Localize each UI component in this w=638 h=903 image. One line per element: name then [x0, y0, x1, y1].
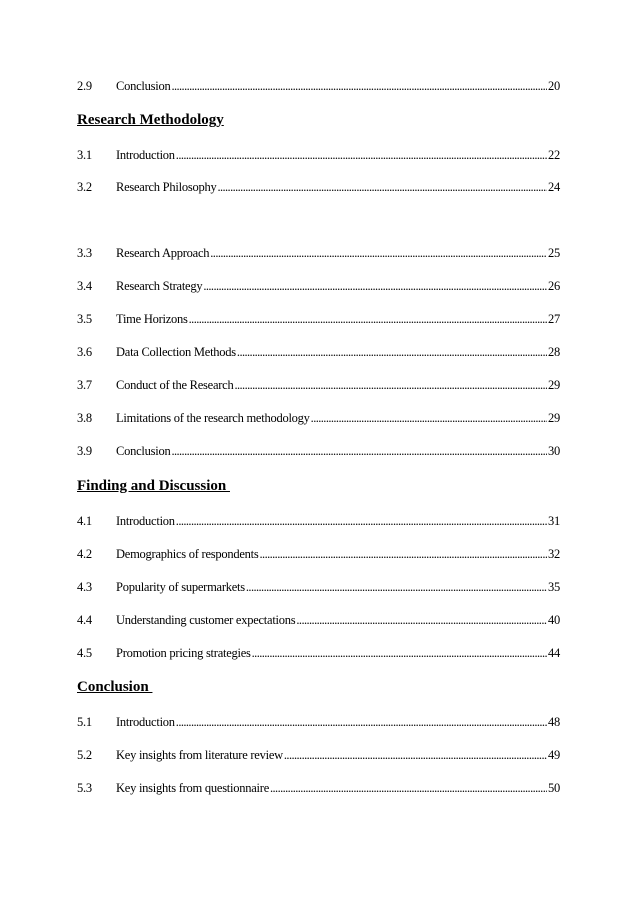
dot-leader [237, 344, 547, 360]
toc-entry-4-1[interactable] [77, 513, 560, 529]
toc-entry-3-6[interactable] [77, 344, 560, 360]
toc-entry-3-9[interactable] [77, 443, 560, 459]
section-number: 4.1 [77, 514, 92, 528]
page-number: 29 [548, 378, 560, 392]
section-title: Conclusion [116, 79, 171, 93]
section-title: Time Horizons [116, 312, 188, 326]
section-title: Research Approach [116, 246, 210, 260]
toc-entry-5-1[interactable] [77, 714, 560, 730]
toc-entry-5-3[interactable] [77, 780, 560, 796]
dot-leader [252, 645, 547, 661]
section-title: Understanding customer expectations [116, 613, 296, 627]
section-number: 4.5 [77, 646, 92, 660]
dot-leader [246, 579, 547, 595]
page-number: 28 [548, 345, 560, 359]
chapter-heading-finding-and-discussion[interactable]: Finding and Discussion [77, 478, 230, 494]
toc-entry-4-3[interactable] [77, 579, 560, 595]
section-number: 4.2 [77, 547, 92, 561]
dot-leader [296, 612, 547, 628]
page-number: 50 [548, 781, 560, 795]
section-number: 3.8 [77, 411, 92, 425]
page-number: 27 [548, 312, 560, 326]
page-number: 48 [548, 715, 560, 729]
dot-leader [234, 377, 547, 393]
toc-entry-4-2[interactable] [77, 546, 560, 562]
dot-leader [217, 179, 547, 195]
dot-leader [176, 513, 547, 529]
page-number: 31 [548, 514, 560, 528]
section-number: 3.6 [77, 345, 92, 359]
dot-leader [171, 443, 547, 459]
section-number: 3.2 [77, 180, 92, 194]
dot-leader [270, 780, 547, 796]
section-title: Key insights from literature review [116, 748, 283, 762]
toc-entry-3-7[interactable] [77, 377, 560, 393]
section-number: 3.5 [77, 312, 92, 326]
section-number: 2.9 [77, 79, 92, 93]
section-title: Introduction [116, 514, 175, 528]
section-title: Limitations of the research methodology [116, 411, 310, 425]
dot-leader [210, 245, 547, 261]
toc-entry-2-9[interactable] [77, 78, 560, 94]
section-title: Conclusion [116, 444, 171, 458]
section-number: 5.3 [77, 781, 92, 795]
section-title: Research Philosophy [116, 180, 217, 194]
section-title: Key insights from questionnaire [116, 781, 269, 795]
dot-leader [176, 714, 547, 730]
toc-entry-4-4[interactable] [77, 612, 560, 628]
page-number: 24 [548, 180, 560, 194]
page-number: 26 [548, 279, 560, 293]
section-number: 3.7 [77, 378, 92, 392]
section-number: 5.2 [77, 748, 92, 762]
toc-entry-4-5[interactable] [77, 645, 560, 661]
page-number: 20 [548, 79, 560, 93]
dot-leader [260, 546, 547, 562]
section-title: Conduct of the Research [116, 378, 234, 392]
section-number: 4.3 [77, 580, 92, 594]
page-number: 44 [548, 646, 560, 660]
section-title: Introduction [116, 148, 175, 162]
toc-entry-3-5[interactable] [77, 311, 560, 327]
page-number: 30 [548, 444, 560, 458]
dot-leader [176, 147, 547, 163]
section-title: Introduction [116, 715, 175, 729]
page-number: 22 [548, 148, 560, 162]
chapter-heading-conclusion[interactable]: Conclusion [77, 679, 153, 695]
section-title: Research Strategy [116, 279, 203, 293]
page-number: 49 [548, 748, 560, 762]
dot-leader [189, 311, 547, 327]
page-number: 32 [548, 547, 560, 561]
page-number: 29 [548, 411, 560, 425]
dot-leader [171, 78, 547, 94]
toc-entry-3-1[interactable] [77, 147, 560, 163]
page-number: 25 [548, 246, 560, 260]
section-number: 3.4 [77, 279, 92, 293]
toc-entry-3-2[interactable] [77, 179, 560, 195]
toc-entry-5-2[interactable] [77, 747, 560, 763]
section-title: Promotion pricing strategies [116, 646, 251, 660]
section-number: 3.3 [77, 246, 92, 260]
section-title: Demographics of respondents [116, 547, 259, 561]
page-number: 35 [548, 580, 560, 594]
section-number: 4.4 [77, 613, 92, 627]
section-title: Popularity of supermarkets [116, 580, 245, 594]
section-number: 3.1 [77, 148, 92, 162]
dot-leader [311, 410, 547, 426]
toc-entry-3-4[interactable] [77, 278, 560, 294]
dot-leader [284, 747, 547, 763]
toc-entry-3-8[interactable] [77, 410, 560, 426]
section-title: Data Collection Methods [116, 345, 236, 359]
chapter-heading-research-methodology[interactable]: Research Methodology [77, 112, 224, 128]
page-number: 40 [548, 613, 560, 627]
section-number: 3.9 [77, 444, 92, 458]
toc-entry-3-3[interactable] [77, 245, 560, 261]
dot-leader [203, 278, 547, 294]
section-number: 5.1 [77, 715, 92, 729]
